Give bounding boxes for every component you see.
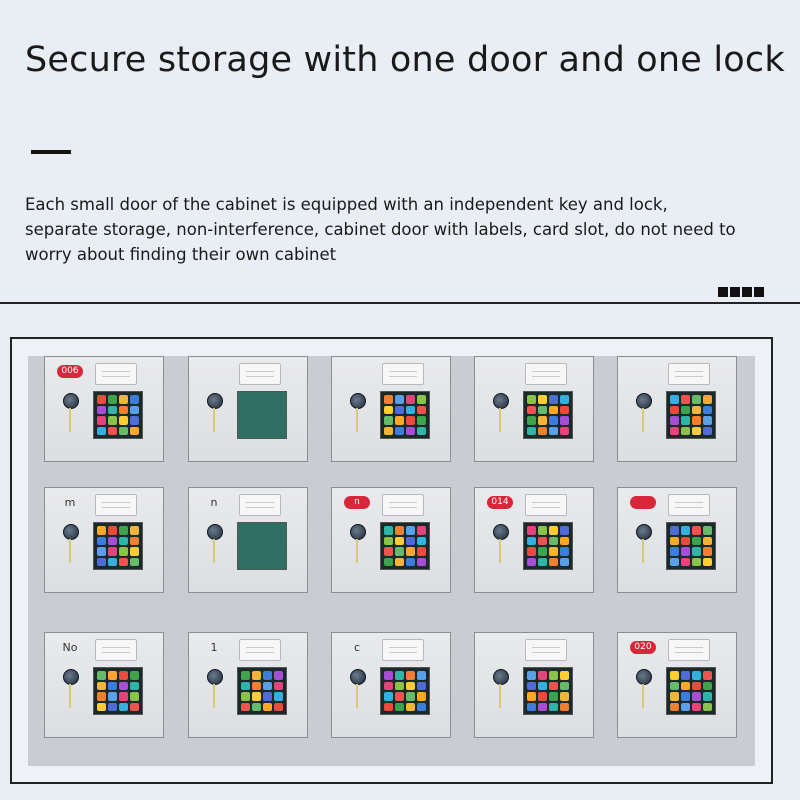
key-icon bbox=[69, 539, 71, 563]
keyhole-icon bbox=[493, 669, 509, 685]
card-slot bbox=[525, 494, 567, 516]
locker-door bbox=[617, 356, 737, 462]
card-slot bbox=[95, 639, 137, 661]
title-underline-dash bbox=[31, 150, 71, 154]
keyhole-icon bbox=[350, 524, 366, 540]
locker-door bbox=[188, 487, 308, 593]
phone-window bbox=[93, 522, 143, 570]
key-icon bbox=[213, 539, 215, 563]
card-slot bbox=[382, 494, 424, 516]
key-icon bbox=[642, 408, 644, 432]
card-slot bbox=[382, 639, 424, 661]
card-slot bbox=[525, 363, 567, 385]
keyhole-icon bbox=[493, 524, 509, 540]
card-slot bbox=[668, 494, 710, 516]
locker-door bbox=[44, 356, 164, 462]
locker-number-label: 1 bbox=[210, 641, 218, 654]
locker-number-label: n bbox=[210, 496, 218, 509]
card-slot bbox=[95, 363, 137, 385]
key-icon bbox=[213, 408, 215, 432]
locker-number-label: c bbox=[353, 641, 361, 654]
locker-number-label: m bbox=[64, 496, 76, 509]
keyhole-icon bbox=[63, 393, 79, 409]
decorative-squares bbox=[718, 287, 764, 297]
key-icon bbox=[499, 408, 501, 432]
keyhole-icon bbox=[493, 393, 509, 409]
phone-window bbox=[523, 667, 573, 715]
phone-window bbox=[237, 667, 287, 715]
phone-window bbox=[237, 522, 287, 570]
locker-door bbox=[331, 356, 451, 462]
key-icon bbox=[356, 539, 358, 563]
square-icon bbox=[754, 287, 764, 297]
locker-door bbox=[331, 632, 451, 738]
locker-door bbox=[617, 632, 737, 738]
key-icon bbox=[356, 684, 358, 708]
square-icon bbox=[730, 287, 740, 297]
key-icon bbox=[213, 684, 215, 708]
key-icon bbox=[69, 408, 71, 432]
keyhole-icon bbox=[636, 393, 652, 409]
keyhole-icon bbox=[636, 669, 652, 685]
locker-door bbox=[44, 487, 164, 593]
card-slot bbox=[239, 639, 281, 661]
card-slot bbox=[668, 363, 710, 385]
keyhole-icon bbox=[350, 669, 366, 685]
phone-window bbox=[523, 391, 573, 439]
locker-door bbox=[188, 632, 308, 738]
section-divider bbox=[0, 302, 800, 304]
key-icon bbox=[499, 539, 501, 563]
keyhole-icon bbox=[207, 669, 223, 685]
locker-door bbox=[474, 632, 594, 738]
card-slot bbox=[668, 639, 710, 661]
locker-door bbox=[44, 632, 164, 738]
page-title: Secure storage with one door and one lock bbox=[25, 40, 785, 80]
key-icon bbox=[642, 684, 644, 708]
card-slot bbox=[525, 639, 567, 661]
locker-number-label bbox=[487, 641, 513, 654]
phone-window bbox=[380, 522, 430, 570]
keyhole-icon bbox=[207, 524, 223, 540]
phone-window bbox=[666, 391, 716, 439]
square-icon bbox=[742, 287, 752, 297]
locker-number-label: n bbox=[344, 496, 370, 509]
locker-number-label: 020 bbox=[630, 641, 656, 654]
locker-door bbox=[331, 487, 451, 593]
keyhole-icon bbox=[63, 524, 79, 540]
keyhole-icon bbox=[63, 669, 79, 685]
key-icon bbox=[642, 539, 644, 563]
keyhole-icon bbox=[350, 393, 366, 409]
card-slot bbox=[382, 363, 424, 385]
locker-door bbox=[617, 487, 737, 593]
phone-window bbox=[666, 667, 716, 715]
keyhole-icon bbox=[636, 524, 652, 540]
phone-window bbox=[93, 667, 143, 715]
phone-window bbox=[523, 522, 573, 570]
locker-number-label: 014 bbox=[487, 496, 513, 509]
locker-door bbox=[188, 356, 308, 462]
key-icon bbox=[356, 408, 358, 432]
locker-cabinet bbox=[28, 356, 755, 766]
locker-number-label: No bbox=[62, 641, 78, 654]
locker-door bbox=[474, 487, 594, 593]
locker-number-label: 006 bbox=[57, 365, 83, 378]
description-text: Each small door of the cabinet is equipped with an independent key and lock, separate storage, non-interference, cabinet door with labels, card slot, do not need to worry about finding their own cabinet bbox=[25, 195, 736, 264]
card-slot bbox=[95, 494, 137, 516]
locker-number-label bbox=[630, 496, 656, 509]
locker-door bbox=[474, 356, 594, 462]
phone-window bbox=[380, 667, 430, 715]
square-icon bbox=[718, 287, 728, 297]
phone-window bbox=[237, 391, 287, 439]
keyhole-icon bbox=[207, 393, 223, 409]
phone-window bbox=[93, 391, 143, 439]
card-slot bbox=[239, 494, 281, 516]
phone-window bbox=[666, 522, 716, 570]
phone-window bbox=[380, 391, 430, 439]
card-slot bbox=[239, 363, 281, 385]
key-icon bbox=[499, 684, 501, 708]
key-icon bbox=[69, 684, 71, 708]
